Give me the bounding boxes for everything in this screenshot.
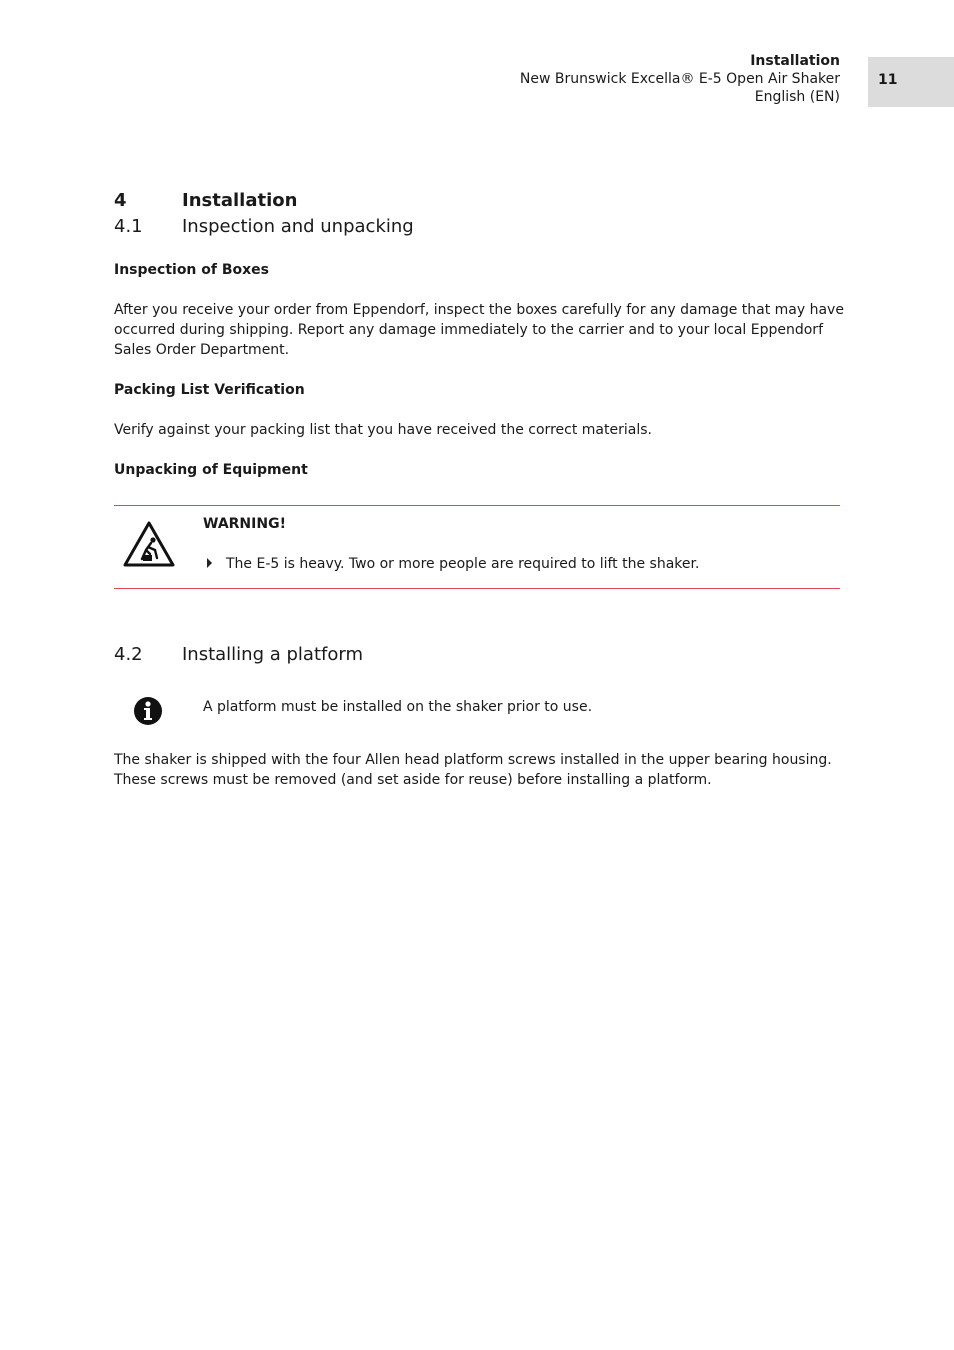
warning-box (114, 505, 840, 589)
bullet-triangle-icon (207, 558, 212, 568)
paragraph-platform: The shaker is shipped with the four Allen head platform screws installed in the upper bearing housing. These screws must be removed (and set aside for reuse) before installing a platform. (114, 752, 832, 788)
subheading-inspection: Inspection of Boxes (114, 262, 270, 278)
warning-title: WARNING! (203, 516, 286, 532)
info-icon (133, 696, 163, 730)
header-language: English (EN) (754, 89, 840, 105)
subheading-packing-list: Packing List Verification (114, 382, 305, 398)
header-product: New Brunswick Excella® E-5 Open Air Shaker (519, 71, 840, 87)
chapter-number: 4 (114, 190, 127, 211)
warning-item-text: The E-5 is heavy. Two or more people are required to lift the shaker. (226, 556, 700, 572)
section-number: 4.2 (114, 644, 143, 665)
chapter-title: Installation (182, 190, 298, 211)
running-header (520, 52, 840, 106)
section-heading-4-1 (114, 216, 414, 237)
header-section: Installation (750, 53, 840, 69)
section-heading-4-2 (114, 644, 363, 665)
info-note-text: A platform must be installed on the shaker prior to use. (203, 699, 593, 715)
heavy-lift-warning-icon (122, 520, 176, 572)
paragraph-inspection: After you receive your order from Eppendorf, inspect the boxes carefully for any damage that may have occurred during shipping. Report any damage immediately to the carrier and to your local Eppendorf Sales Order Department. (114, 302, 844, 358)
paragraph-packing-list: Verify against your packing list that you have received the correct materials. (114, 422, 652, 438)
subheading-unpacking: Unpacking of Equipment (114, 462, 308, 478)
section-number: 4.1 (114, 216, 143, 237)
warning-item (207, 556, 699, 572)
chapter-heading (114, 190, 297, 211)
section-title: Inspection and unpacking (182, 216, 414, 237)
section-title: Installing a platform (182, 644, 363, 665)
page-number: 11 (868, 57, 954, 107)
